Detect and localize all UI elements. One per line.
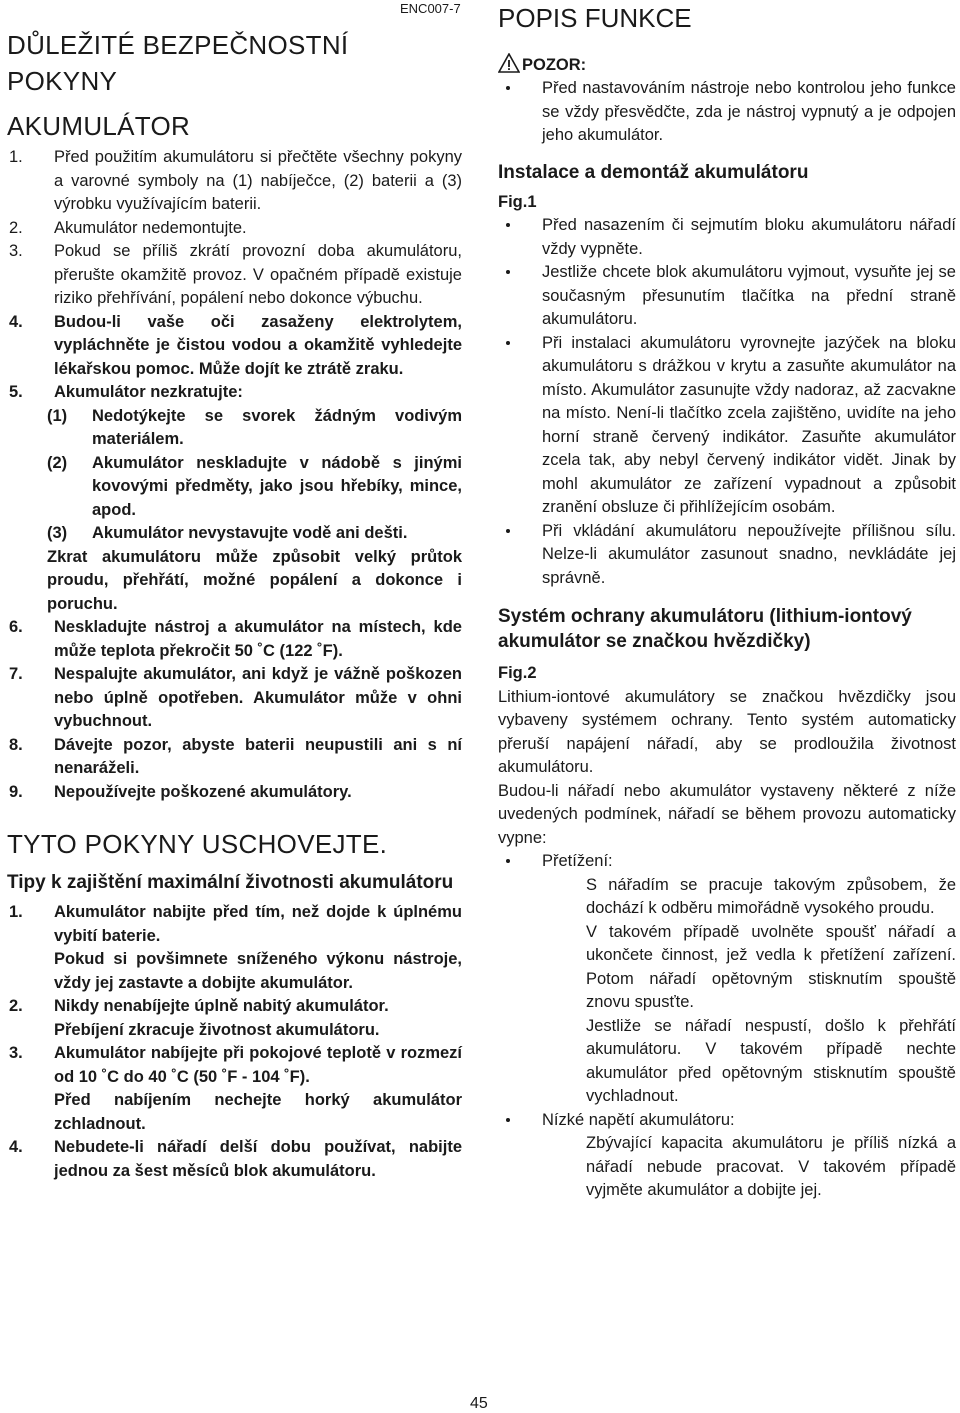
overload-paragraph: S nářadím se pracuje takovým způsobem, že dochází k odběru mimořádně vysokého proudu. (586, 875, 956, 917)
item-text: Akumulátor nabíjejte při pokojové teplotě v rozmezí od 10 ˚C do 40 ˚C (50 ˚F - 104 ˚F). (54, 1044, 462, 1086)
function-description-heading: POPIS FUNKCE (498, 3, 692, 33)
bullet-dot (506, 859, 510, 863)
bullet-text: Jestliže chcete blok akumulátoru vyjmout, vysuňte jej se současným přesunutím tlačítka na přední straně akumulátoru. (542, 263, 956, 328)
sub-list (47, 405, 462, 546)
right-column (498, 0, 956, 1203)
bullet-item (498, 520, 956, 591)
item-text: Neskladujte nástroj a akumulátor na místech, kde může teplota překročit 50 ˚C (122 ˚F). (54, 618, 462, 660)
bullet-dot (506, 341, 510, 345)
list-item (7, 1136, 462, 1183)
bullet-item (498, 332, 956, 520)
item-number: 4. (9, 1138, 23, 1156)
item-number: 9. (9, 782, 23, 801)
item-number: 6. (9, 618, 23, 636)
item-extra: Před nabíjením nechejte horký akumulátor zchladnout. (54, 1091, 462, 1133)
item-text: Akumulátor nezkratujte: (54, 383, 243, 401)
list-item (7, 663, 462, 734)
list-item (7, 1042, 462, 1136)
bullet-text: Při instalaci akumulátoru vyrovnejte jazýček na bloku akumulátoru s drážkou v krytu a zasuňte akumulátor na místo. Akumulátor zasunujte vždy nadoraz, až zacvakne na místo. Není-li tlačítko zcela zajištěno, uvidíte na jeho horní straně červený indikátor. Zasuňte akumulátor zcela tak, aby nebyl červený indikátor vidět. Jinak by mohl akumulátor ze zařízení vypadnout a způsobit zranění obsluze či přihlížejícím osobám. (542, 333, 956, 516)
item-number: 8. (9, 735, 23, 754)
sub-item-number: (3) (47, 524, 68, 542)
bullet-dot (506, 529, 510, 533)
tips-list (7, 901, 462, 1183)
item-text: Nebudete-li nářadí delší dobu používat, nabijte jednou za šest měsíců blok akumulátoru. (54, 1138, 462, 1180)
battery-safety-list (7, 146, 462, 405)
safety-title: DŮLEŽITÉ BEZPEČNOSTNÍ POKYNY (7, 30, 349, 96)
battery-heading: AKUMULÁTOR (7, 111, 191, 141)
low-voltage-paragraph: Zbývající kapacita akumulátoru je příliš nízká a nářadí nebude pracovat. V takovém případě vyjměte akumulátor a dobijte jej. (586, 1134, 956, 1199)
bullet-text: Přetížení: (542, 852, 613, 870)
list-item (7, 311, 462, 382)
install-heading: Instalace a demontáž akumulátoru (498, 161, 809, 183)
list-item (7, 217, 462, 241)
page-number: 45 (470, 1395, 488, 1412)
item-text: Akumulátor nedemontujte. (54, 218, 247, 237)
sub-item (47, 405, 462, 452)
bullet-text: Před nasazením či sejmutím bloku akumulátoru nářadí vždy vypněte. (542, 216, 956, 258)
figure-ref: Fig.2 (498, 664, 537, 682)
item-extra: Pokud si povšimnete sníženého výkonu nástroje, vždy jej zastavte a dobijte akumulátor. (54, 950, 462, 992)
protection-paragraph: Budou-li nářadí nebo akumulátor vystaveny některé z níže uvedených podmínek, nářadí se během provozu automaticky vypne: (498, 781, 956, 847)
item-text: Nepoužívejte poškozené akumulátory. (54, 782, 352, 801)
sub-item-text: Akumulátor nevystavujte vodě ani dešti. (92, 524, 408, 542)
bullet-item (498, 850, 956, 874)
item-text: Dávejte pozor, abyste baterii neupustili ani s ní nenaráželi. (54, 735, 462, 777)
bullet-dot (506, 223, 510, 227)
item-number: 7. (9, 665, 23, 683)
figure-ref: Fig.1 (498, 192, 537, 211)
bullet-dot (506, 1118, 510, 1122)
caution-label (498, 53, 956, 77)
bullet-item (498, 1109, 956, 1133)
bullet-item (498, 77, 956, 148)
item-number: 2. (9, 218, 23, 237)
item-text: Budou-li vaše oči zasaženy elektrolytem, vypláchněte je čistou vodou a okamžitě vyhledejte lékařskou pomoc. Může dojít ke ztrátě zraku. (54, 312, 462, 378)
overload-paragraph: V takovém případě uvolněte spoušť nářadí a ukončete činnost, jež vedla k přetížení zařízení. Potom nářadí opětovným stisknutím spouště znovu spusťte. (586, 922, 956, 1011)
overload-paragraph: Jestliže se nářadí nespustí, došlo k přehřátí akumulátoru. V takovém případě nechte akumulátor před opětovným stisknutím spouště vychladnout. (586, 1016, 956, 1105)
item-text: Před použitím akumulátoru si přečtěte všechny pokyny a varovné symboly na (1) nabíječce, (2) baterii a (3) výrobku využívajícím baterii. (54, 148, 462, 213)
list-item (7, 616, 462, 663)
item-extra: Přebíjení zkracuje životnost akumulátoru. (54, 1020, 380, 1039)
bullet-text: Při vkládání akumulátoru nepoužívejte přílišnou sílu. Nelze-li akumulátor zasunout snadno, nevkládáte jej správně. (542, 521, 956, 587)
list-item (7, 734, 462, 781)
list-item (7, 146, 462, 217)
warning-triangle-icon (498, 53, 522, 78)
item-text: Nespalujte akumulátor, ani když je vážně poškozen nebo úplně opotřeben. Akumulátor může v ohni vybuchnout. (54, 665, 462, 730)
item-number: 2. (9, 997, 23, 1015)
left-column (7, 0, 462, 1183)
bullet-item (498, 214, 956, 261)
sub-item-number: (1) (47, 406, 68, 425)
sub-item (47, 522, 462, 546)
item-number: 1. (9, 903, 23, 921)
bullet-text: Před nastavováním nástroje nebo kontrolou jeho funkce se vždy přesvědčte, zda je nástroj vypnutý a je odpojen jeho akumulátor. (542, 79, 956, 144)
sub-item-text: Nedotýkejte se svorek žádným vodivým materiálem. (92, 406, 462, 448)
battery-safety-list-b (7, 616, 462, 804)
item-number: 4. (9, 312, 23, 331)
sub-item-number: (2) (47, 453, 68, 472)
item-number: 5. (9, 383, 23, 401)
item-text: Pokud se příliš zkrátí provozní doba akumulátoru, přerušte okamžitě provoz. V opačném případě existuje riziko přehřívání, popálení nebo dokonce výbuchu. (54, 242, 462, 307)
protection-heading: Systém ochrany akumulátoru (lithium-iontový akumulátor se značkou hvězdičky) (498, 606, 912, 652)
document-code: ENC007-7 (400, 1, 461, 16)
list-item (7, 781, 462, 805)
keep-instructions-heading: TYTO POKYNY USCHOVEJTE. (7, 829, 388, 859)
protection-paragraph: Lithium-iontové akumulátory se značkou hvězdičky jsou vybaveny systémem ochrany. Tento systém automaticky přeruší napájení nářadí, aby se prodloužila životnost akumulátoru. (498, 687, 956, 776)
sub-item-text: Akumulátor neskladujte v nádobě s jinými kovovými předměty, jako jsou hřebíky, mince, apod. (92, 453, 462, 519)
item-text: Akumulátor nabijte před tím, než dojde k úplnému vybití baterie. (54, 903, 462, 945)
bullet-dot (506, 270, 510, 274)
bullet-dot (506, 86, 510, 90)
sub-item (47, 452, 462, 523)
list-item (7, 240, 462, 311)
item-number: 3. (9, 242, 23, 260)
item-number: 3. (9, 1044, 23, 1062)
list-item (7, 995, 462, 1042)
bullet-text: Nízké napětí akumulátoru: (542, 1110, 735, 1129)
list-item (7, 381, 462, 405)
bullet-item (498, 261, 956, 332)
tips-heading: Tipy k zajištění maximální životnosti akumulátoru (7, 872, 454, 893)
item-number: 1. (9, 148, 23, 166)
item-text: Nikdy nenabíjejte úplně nabitý akumulátor. (54, 997, 389, 1015)
caution-text: POZOR: (522, 55, 587, 74)
list-item (7, 901, 462, 995)
short-circuit-note: Zkrat akumulátoru může způsobit velký průtok proudu, přehřátí, možné popálení a dokonce i poruchu. (47, 547, 462, 613)
